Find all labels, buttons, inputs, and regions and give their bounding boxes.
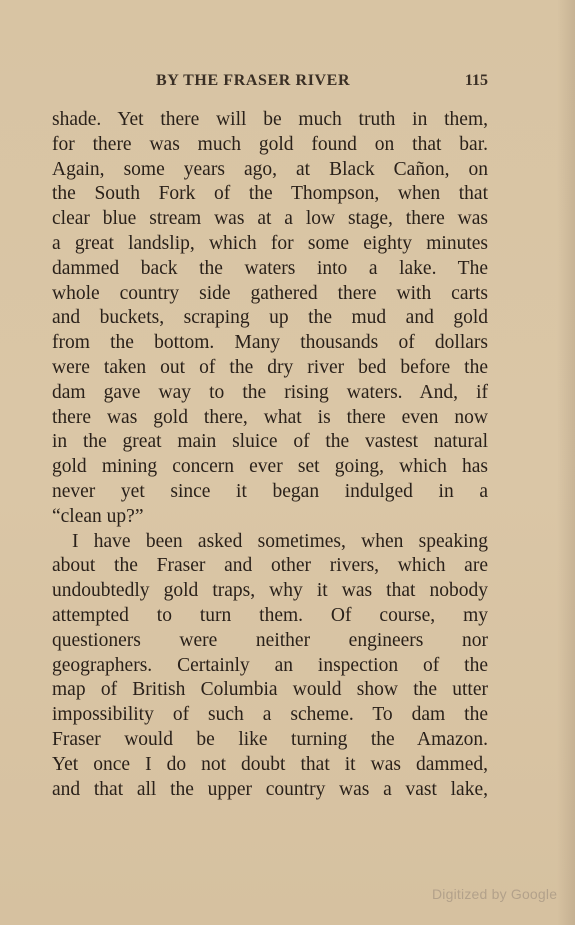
page-edge-shadow [557,0,575,925]
text-line: shade. Yet there will be much truth in them, [52,109,488,130]
text-line: were taken out of the dry river bed before the [52,356,488,378]
text-line: geographers. Certainly an inspection of the [52,654,488,676]
text-line: “clean up?” [52,505,144,527]
text-line: undoubtedly gold traps, why it was that nobody [52,580,488,602]
text-line: in the great main sluice of the vastest natural [52,431,488,453]
text-line: map of British Columbia would show the utter [52,679,488,701]
body-text [52,108,488,802]
text-line: dam gave way to the rising waters. And, if [52,381,488,403]
text-line: clear blue stream was at a low stage, there was [52,208,488,230]
text-line: for there was much gold found on that bar. [52,133,488,155]
running-title: BY THE FRASER RIVER [156,72,351,89]
text-line: impossibility of such a scheme. To dam the [52,704,488,726]
text-line: attempted to turn them. Of course, my [52,604,488,626]
running-head [52,72,490,94]
text-line: gold mining concern ever set going, which has [52,456,488,478]
text-line: Yet once I do not doubt that it was dammed, [52,753,488,775]
text-line: whole country side gathered there with carts [52,282,488,304]
text-line: there was gold there, what is there even now [52,406,488,428]
page-number: 115 [464,72,488,89]
text-line: the South Fork of the Thompson, when that [52,183,488,205]
text-line: dammed back the waters into a lake. The [52,257,488,279]
text-line: about the Fraser and other rivers, which are [52,555,488,577]
text-line: never yet since it began indulged in a [52,480,488,502]
text-line-paragraph-start: I have been asked sometimes, when speaking [72,530,488,552]
text-line: and that all the upper country was a vast lake, [52,778,488,800]
digitization-watermark: Digitized by Google [432,886,558,902]
text-line: a great landslip, which for some eighty minutes [52,232,488,254]
text-line: Fraser would be like turning the Amazon. [52,728,488,750]
text-line: Again, some years ago, at Black Cañon, on [52,158,488,180]
text-line: from the bottom. Many thousands of dollars [52,332,488,354]
text-line: and buckets, scraping up the mud and gold [52,307,488,329]
text-line: questioners were neither engineers nor [52,629,488,651]
